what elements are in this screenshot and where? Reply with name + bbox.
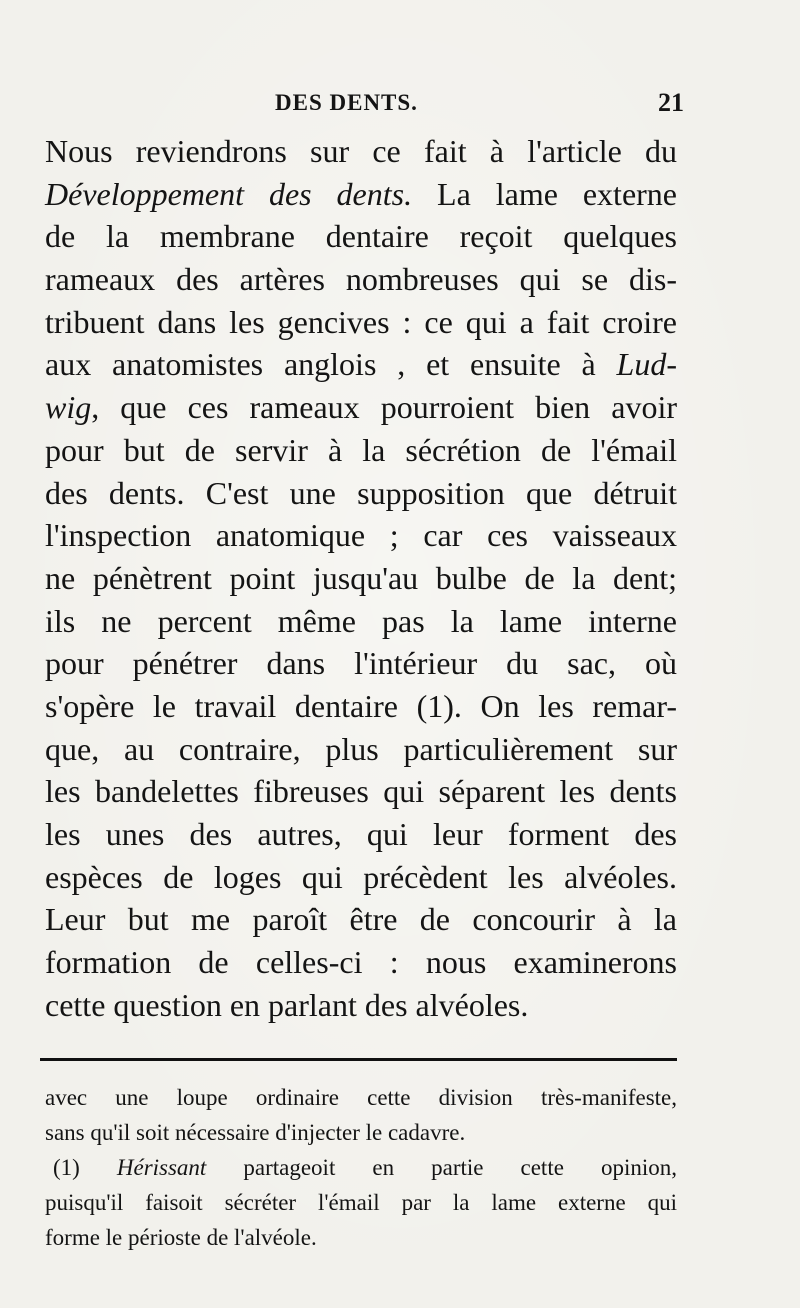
footnote-line: forme le périoste de l'alvéole. (45, 1225, 317, 1250)
text-line: l'inspection anatomique ; car ces vaisseaux (45, 517, 677, 554)
footnote-divider (40, 1058, 677, 1061)
running-head (50, 84, 690, 124)
text-line: formation de celles-ci : nous examinerons (45, 944, 677, 981)
footnote-line: sans qu'il soit nécessaire d'injecter le cadavre. (45, 1120, 466, 1145)
text-line: rameaux des artères nombreuses qui se dis- (45, 261, 677, 298)
text-line: espèces de loges qui précèdent les alvéoles. (45, 858, 677, 895)
italic-text: Développement des dents. (45, 175, 413, 212)
running-title: DES DENTS. (275, 90, 418, 115)
main-text (45, 130, 677, 1026)
text-line: pour pénétrer dans l'intérieur du sac, où (45, 645, 677, 682)
text-line: ils ne percent même pas la lame interne (45, 602, 677, 639)
text-line: de la membrane dentaire reçoit quelques (45, 218, 677, 255)
footnote-marker: (1) (53, 1155, 80, 1180)
footnote-line: puisqu'il faisoit sécréter l'émail par la lame externe qui (45, 1190, 677, 1215)
text-line: aux anatomistes anglois , et ensuite à Lud- (45, 346, 677, 383)
footnotes (45, 1080, 677, 1255)
footnote-line: avec une loupe ordinaire cette division très-manifeste, (45, 1085, 677, 1110)
footnote-author: Hérissant (116, 1155, 207, 1180)
text-line: pour but de servir à la sécrétion de l'émail (45, 431, 677, 468)
text-line: tribuent dans les gencives : ce qui a fait croire (45, 303, 677, 340)
text-line: s'opère le travail dentaire (1). On les remar- (45, 687, 677, 724)
text-line: les bandelettes fibreuses qui séparent les dents (45, 773, 677, 810)
text-line: Nous reviendrons sur ce fait à l'article du (45, 133, 677, 169)
text-line: Développement des dents. La lame externe (45, 175, 677, 212)
footnote-line (45, 1150, 677, 1185)
italic-text: Lud- (616, 346, 677, 383)
italic-text: wig (45, 389, 92, 426)
page-number: 21 (658, 88, 684, 117)
footnote-text: partageoit en partie cette opinion, (243, 1155, 677, 1180)
text-line: les unes des autres, qui leur forment des (45, 816, 677, 852)
text-line: Leur but me paroît être de concourir à la (45, 901, 677, 938)
text-line: des dents. C'est une supposition que détruit (45, 474, 677, 511)
text-line: que, au contraire, plus particulièrement sur (45, 730, 677, 767)
text-line: wig, que ces rameaux pourroient bien avoir (45, 389, 677, 426)
text-line: cette question en parlant des alvéoles. (45, 986, 529, 1023)
text-line: ne pénètrent point jusqu'au bulbe de la dent; (45, 559, 677, 596)
